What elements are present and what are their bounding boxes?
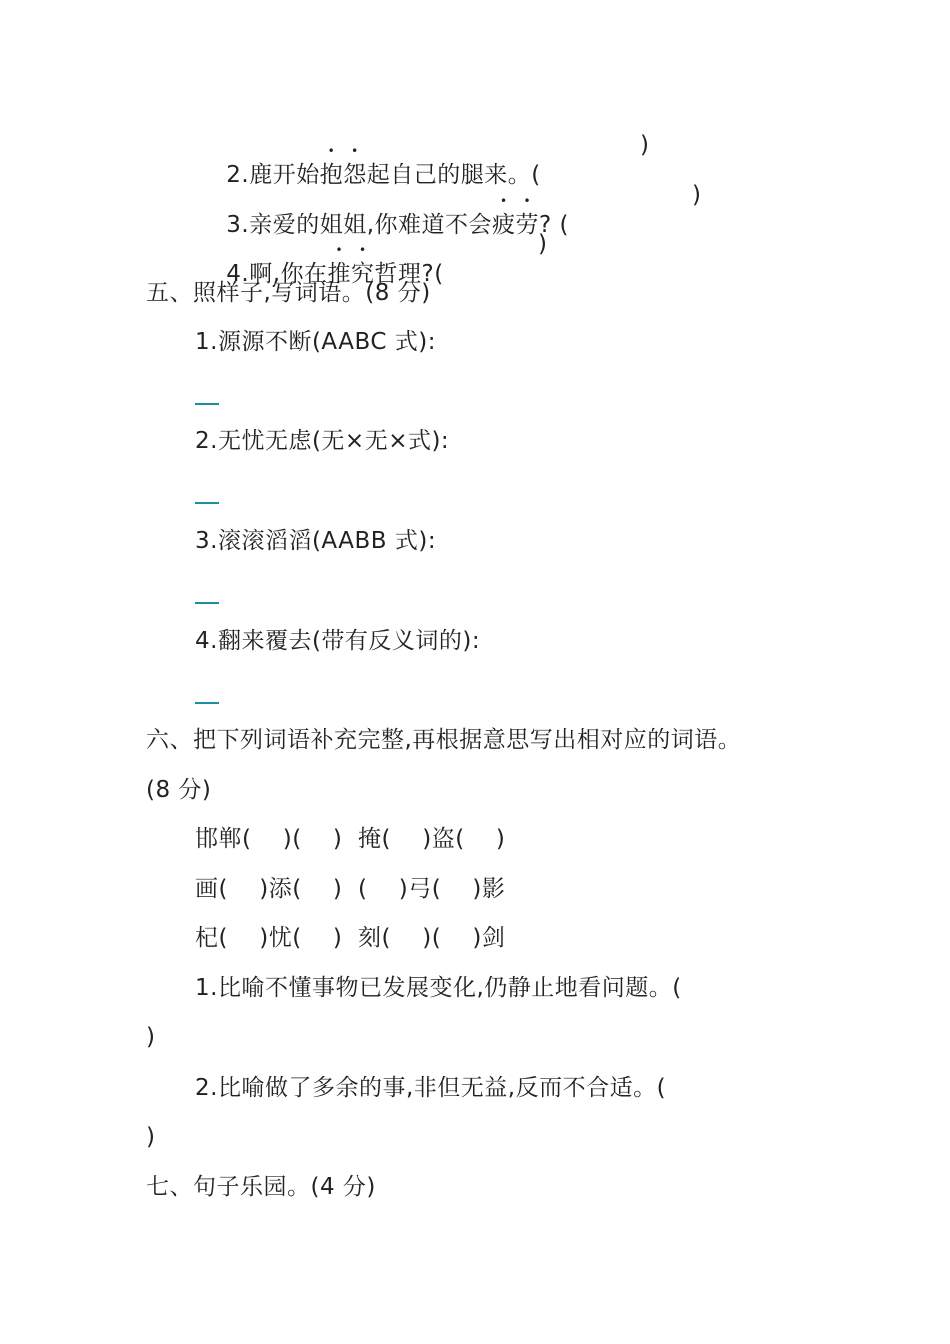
question-5-4: 4.翻来覆去(带有反义词的): xyxy=(195,628,481,654)
dotted-char: 抱 xyxy=(319,162,344,188)
dotted-char: 究 xyxy=(351,261,375,287)
answer-paren-close: ) xyxy=(692,182,701,208)
idiom-fill-row: 杞( )忧( ) 刻( )( )剑 xyxy=(195,925,506,951)
text-segment: 起自己的腿来。( xyxy=(366,162,541,188)
answer-paren-close: ) xyxy=(146,1124,156,1150)
dotted-char: 怨 xyxy=(343,162,367,188)
idiom-fill-row: 邯郸( )( ) 掩( )盗( ) xyxy=(195,826,506,852)
section-6-heading: 六、把下列词语补充完整,再根据意思写出相对应的词语。 xyxy=(146,727,742,753)
answer-blank-5-2[interactable] xyxy=(195,502,219,504)
text-segment: 哲理?( xyxy=(374,261,444,287)
meaning-question-2: 2.比喻做了多余的事,非但无益,反而不合适。( xyxy=(195,1075,667,1101)
answer-paren-close: ) xyxy=(538,231,547,257)
question-5-3: 3.滚滚滔滔(AABB 式): xyxy=(195,528,437,554)
answer-paren-close: ) xyxy=(146,1024,156,1050)
section-5-heading: 五、照样子,写词语。(8 分) xyxy=(146,280,431,306)
question-5-2: 2.无忧无虑(无×无×式): xyxy=(195,428,450,454)
answer-blank-5-4[interactable] xyxy=(195,702,219,704)
idiom-fill-row: 画( )添( ) ( )弓( )影 xyxy=(195,876,506,902)
text-segment: 4.啊,你在 xyxy=(226,261,328,287)
meaning-question-1: 1.比喻不懂事物已发展变化,仍静止地看问题。( xyxy=(195,975,682,1001)
answer-blank-5-1[interactable] xyxy=(195,403,219,405)
text-segment: 2.鹿开始 xyxy=(226,162,320,188)
dotted-char: 疲 xyxy=(492,212,516,238)
section-6-score: (8 分) xyxy=(146,777,212,803)
dotted-char: 劳 xyxy=(515,212,540,238)
section-7-heading: 七、句子乐园。(4 分) xyxy=(146,1174,376,1200)
text-segment: 3.亲爱的姐姐,你难道不会 xyxy=(226,212,493,238)
answer-paren-close: ) xyxy=(640,132,649,158)
answer-blank-5-3[interactable] xyxy=(195,602,219,604)
text-segment: ? ( xyxy=(539,212,570,238)
dotted-char: 推 xyxy=(327,261,352,287)
question-5-1: 1.源源不断(AABC 式): xyxy=(195,329,436,355)
